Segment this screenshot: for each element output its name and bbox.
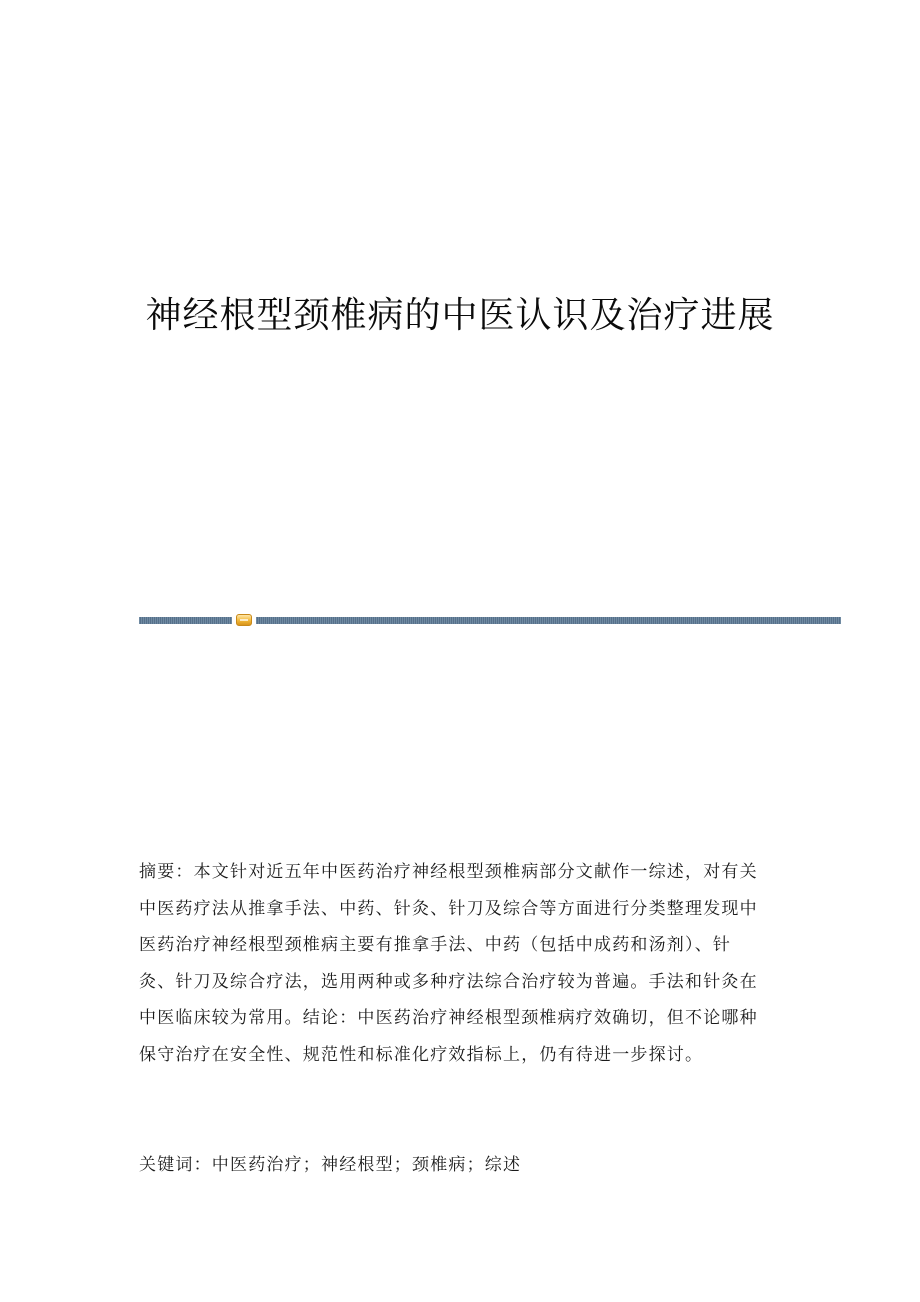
abstract-line: 灸、针刀及综合疗法，选用两种或多种疗法综合治疗较为普遍。手法和针灸在 xyxy=(139,971,758,992)
keywords-line: 关键词：中医药治疗；神经根型；颈椎病；综述 xyxy=(139,1155,522,1175)
abstract-paragraph xyxy=(139,854,779,1073)
divider-bar-left xyxy=(139,617,232,624)
abstract-line: 保守治疗在安全性、规范性和标准化疗效指标上，仍有待进一步探讨。 xyxy=(139,1044,704,1065)
abstract-line: 中医药疗法从推拿手法、中药、针灸、针刀及综合等方面进行分类整理发现中 xyxy=(139,898,758,919)
page-title: 神经根型颈椎病的中医认识及治疗进展 xyxy=(145,295,775,337)
abstract-line: 中医临床较为常用。结论：中医药治疗神经根型颈椎病疗效确切，但不论哪种 xyxy=(139,1008,758,1028)
abstract-line: 医药治疗神经根型颈椎病主要有推拿手法、中药（包括中成药和汤剂）、针 xyxy=(139,935,732,955)
title-divider xyxy=(139,614,841,626)
divider-gem-icon xyxy=(236,614,252,626)
divider-bar-right xyxy=(256,617,841,624)
abstract-line: 摘要：本文针对近五年中医药治疗神经根型颈椎病部分文献作一综述，对有关 xyxy=(139,862,758,882)
